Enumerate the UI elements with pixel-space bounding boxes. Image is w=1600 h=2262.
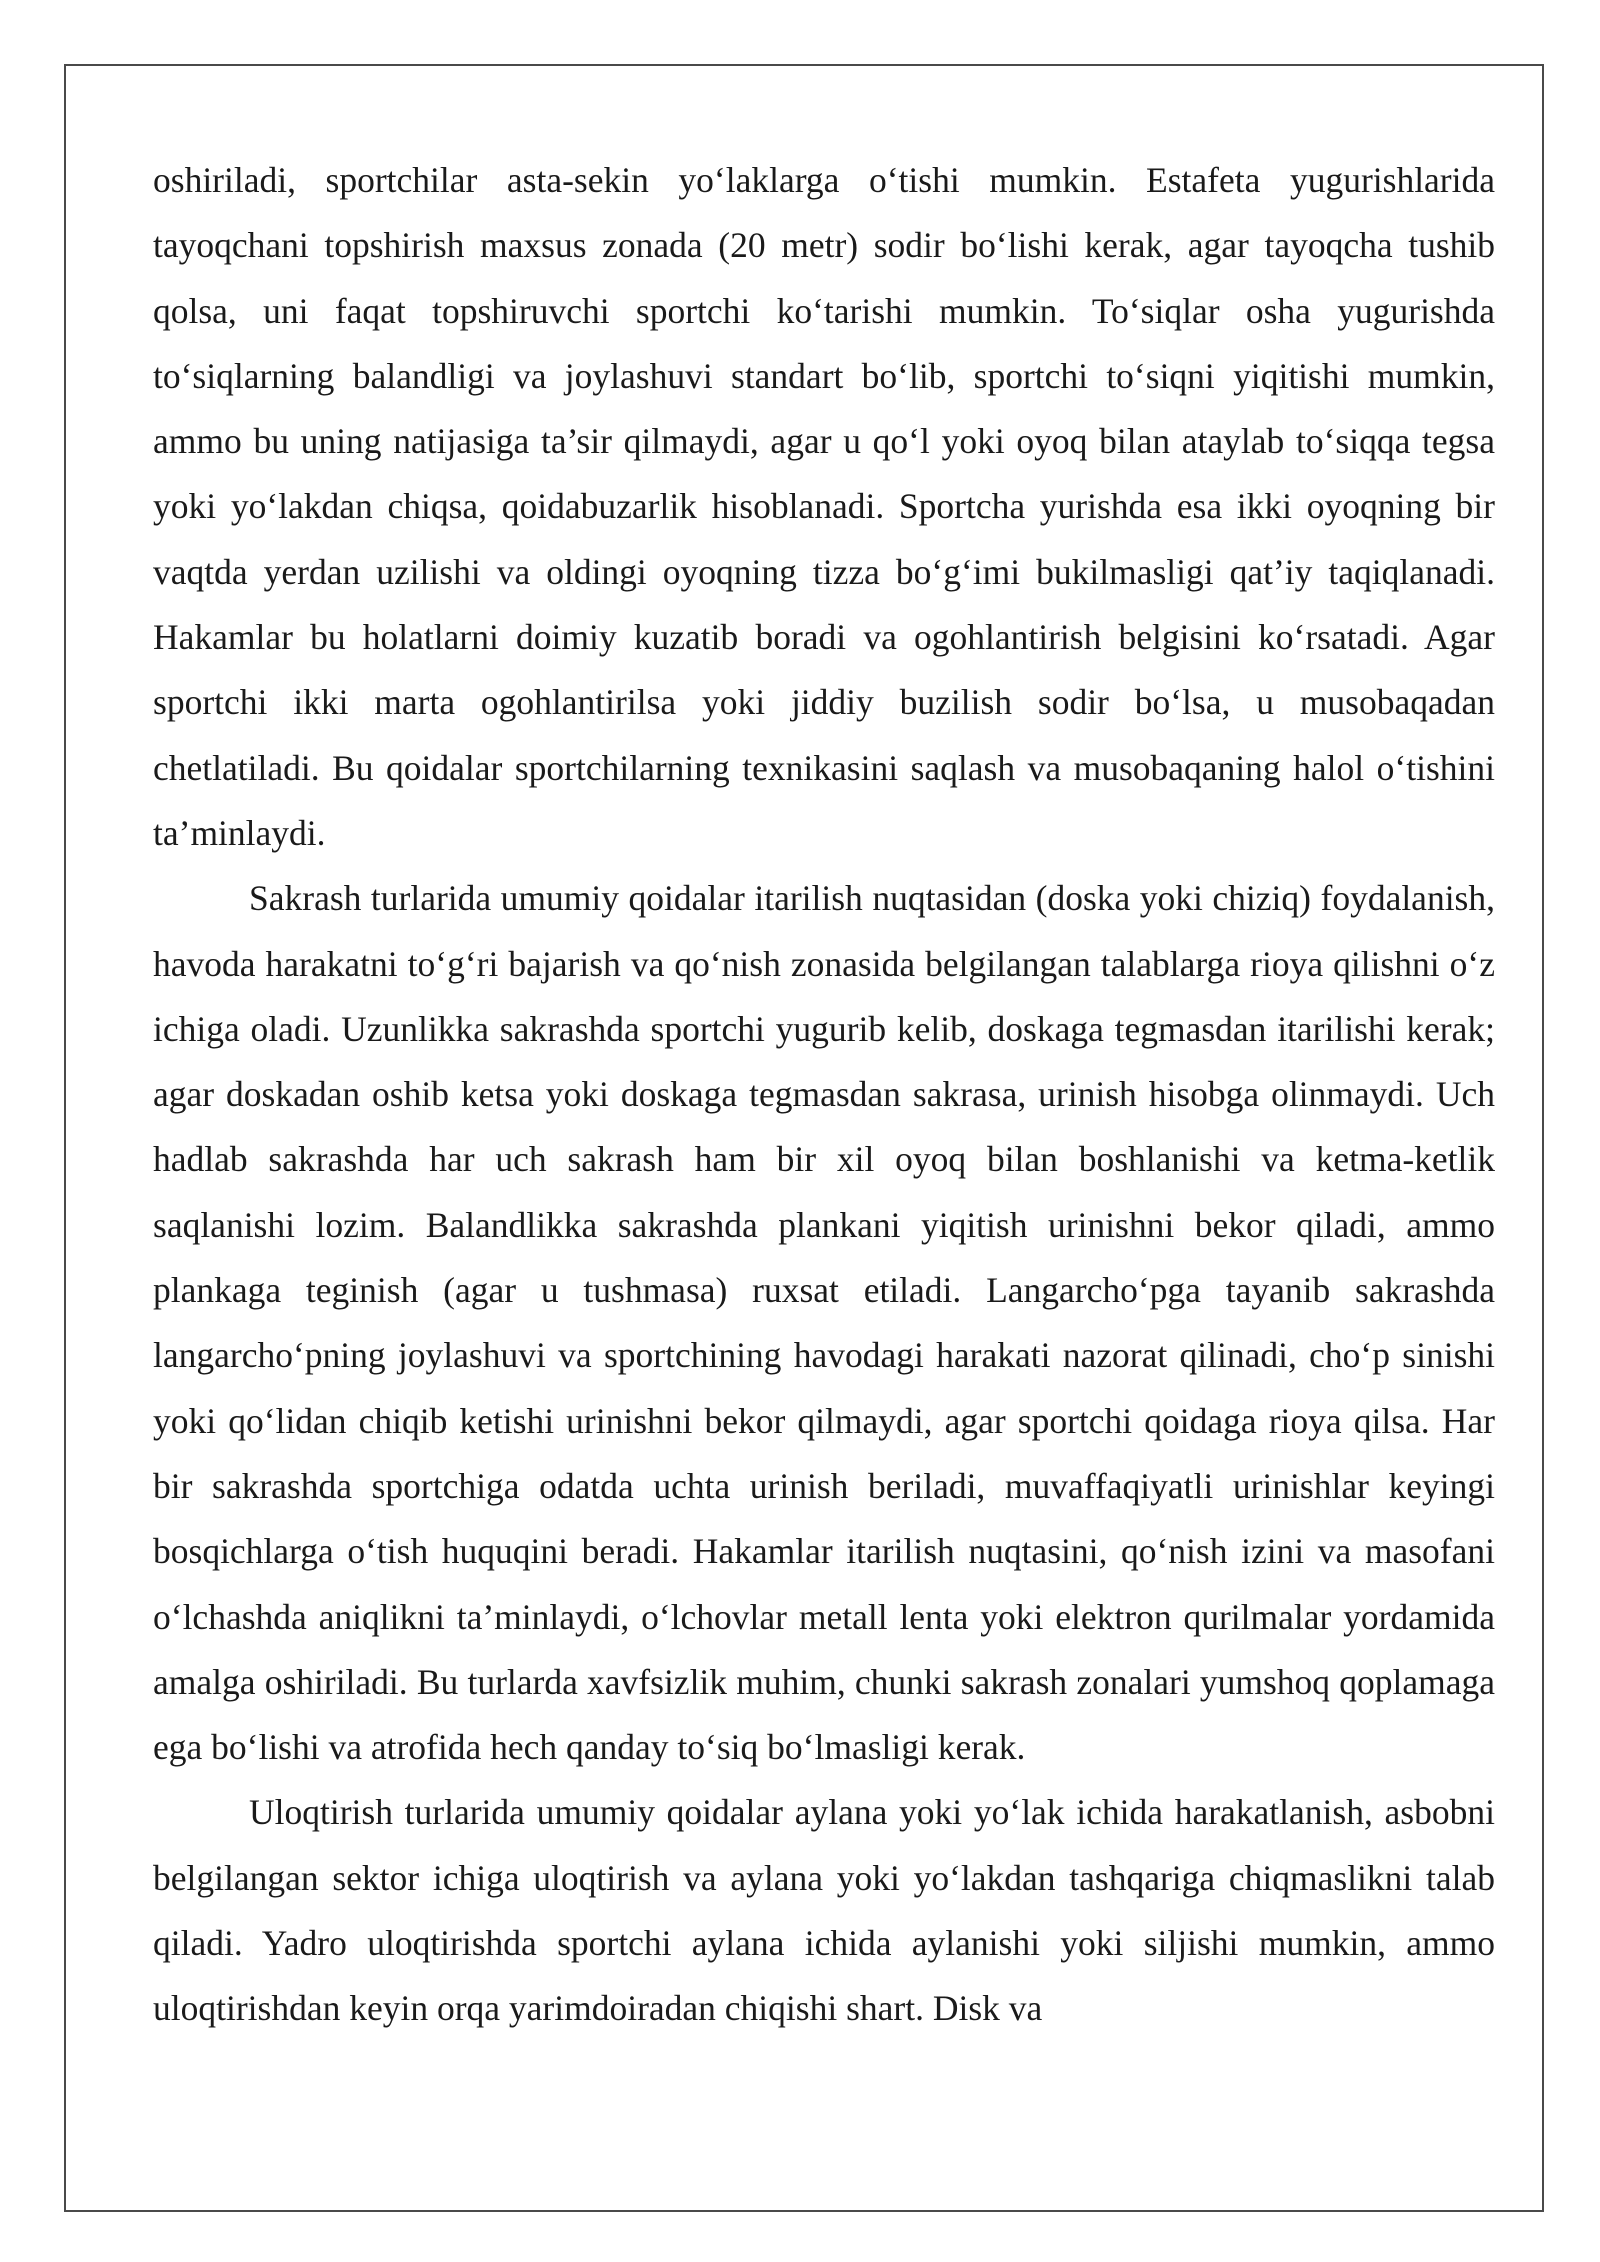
paragraph-3: Uloqtirish turlarida umumiy qoidalar aylana yoki yo‘lak ichida harakatlanish, asbobni belgilangan sektor ichiga uloqtirish va aylana yoki yo‘lakdan tashqariga chiqmaslikni talab qiladi. Yadro uloqtirishda sportchi aylana ichida aylanishi yoki siljishi mumkin, ammo uloqtirishdan keyin orqa yarimdoiradan chiqishi shart. Disk va (153, 1792, 1495, 2029)
paragraph-1: oshiriladi, sportchilar asta-sekin yo‘laklarga o‘tishi mumkin. Estafeta yugurishlarida tayoqchani topshirish maxsus zonada (20 metr) sodir bo‘lishi kerak, agar tayoqcha tushib qolsa, uni faqat topshiruvchi sportchi ko‘tarishi mumkin. To‘siqlar osha yugurishda to‘siqlarning balandligi va joylashuvi standart bo‘lib, sportchi to‘siqni yiqitishi mumkin, ammo bu uning natijasiga ta’sir qilmaydi, agar u qo‘l yoki oyoq bilan ataylab to‘siqqa tegsa yoki yo‘lakdan chiqsa, qoidabuzarlik hisoblanadi. Sportcha yurishda esa ikki oyoqning bir vaqtda yerdan uzilishi va oldingi oyoqning tizza bo‘g‘imi bukilmasligi qat’iy taqiqlanadi. Hakamlar bu holatlarni doimiy kuzatib boradi va ogohlantirish belgisini ko‘rsatadi. Agar sportchi ikki marta ogohlantirilsa yoki jiddiy buzilish sodir bo‘lsa, u musobaqadan chetlatiladi. Bu qoidalar sportchilarning texnikasini saqlash va musobaqaning halol o‘tishini ta’minlaydi. (153, 160, 1495, 853)
paragraph-2: Sakrash turlarida umumiy qoidalar itarilish nuqtasidan (doska yoki chiziq) foydalanish, havoda harakatni to‘g‘ri bajarish va qo‘nish zonasida belgilangan talablarga rioya qilishni o‘z ichiga oladi. Uzunlikka sakrashda sportchi yugurib kelib, doskaga tegmasdan itarilishi kerak; agar doskadan oshib ketsa yoki doskaga tegmasdan sakrasa, urinish hisobga olinmaydi. Uch hadlab sakrashda har uch sakrash ham bir xil oyoq bilan boshlanishi va ketma-ketlik saqlanishi lozim. Balandlikka sakrashda plankani yiqitish urinishni bekor qiladi, ammo plankaga teginish (agar u tushmasa) ruxsat etiladi. Langarcho‘pga tayanib sakrashda langarcho‘pning joylashuvi va sportchining havodagi harakati nazorat qilinadi, cho‘p sinishi yoki qo‘lidan chiqib ketishi urinishni bekor qilmaydi, agar sportchi qoidaga rioya qilsa. Har bir sakrashda sportchiga odatda uchta urinish beriladi, muvaffaqiyatli urinishlar keyingi bosqichlarga o‘tish huquqini beradi. Hakamlar itarilish nuqtasini, qo‘nish izini va masofani o‘lchashda aniqlikni ta’minlaydi, o‘lchovlar metall lenta yoki elektron qurilmalar yordamida amalga oshiriladi. Bu turlarda xavfsizlik muhim, chunki sakrash zonalari yumshoq qoplamaga ega bo‘lishi va atrofida hech qanday to‘siq bo‘lmasligi kerak. (153, 878, 1495, 1768)
document-body (153, 148, 1495, 2042)
